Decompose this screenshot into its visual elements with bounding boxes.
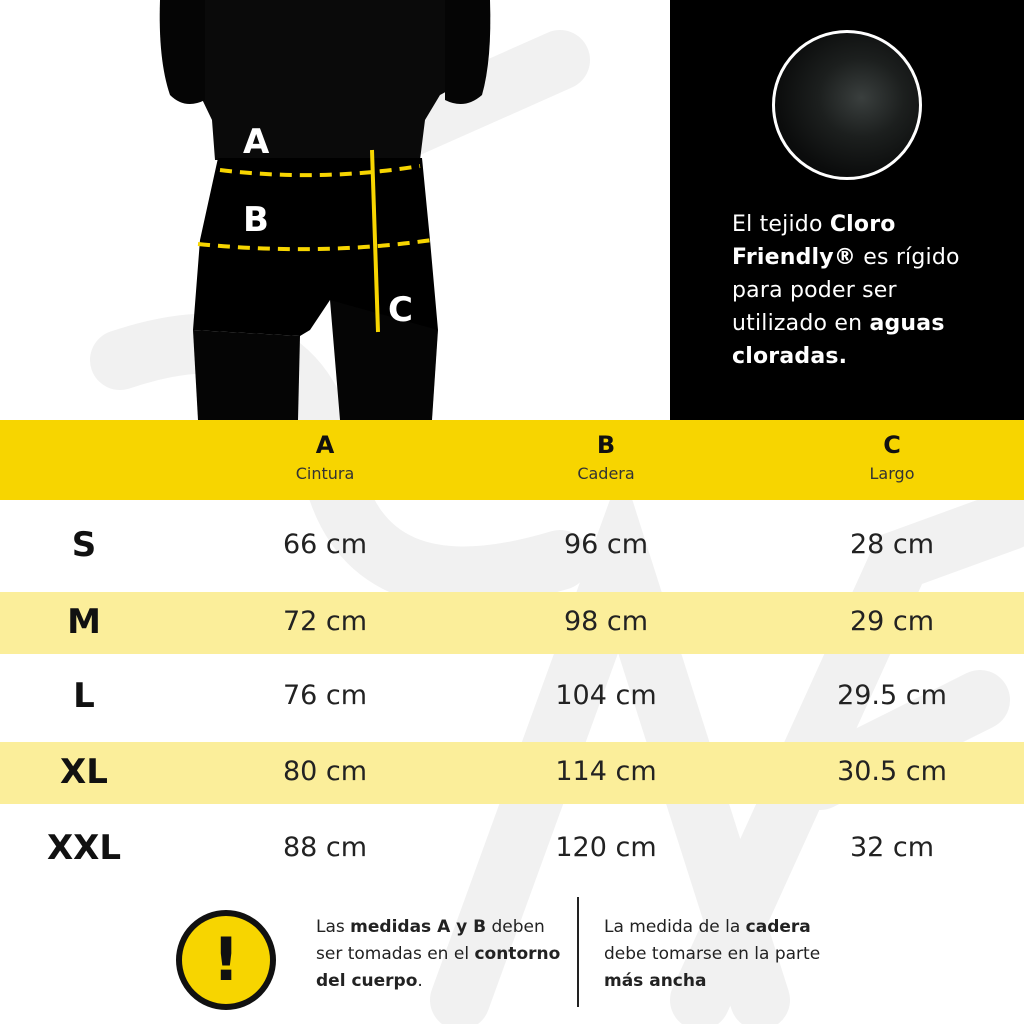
table-row xyxy=(0,742,1024,804)
note-measures xyxy=(316,914,566,995)
cell-a: 76 cm xyxy=(282,680,368,711)
note-left-2: deben ser tomadas en el xyxy=(316,917,545,964)
cell-b: 120 cm xyxy=(555,832,657,863)
fabric-brand: Cloro Friendly® xyxy=(732,212,896,270)
cell-c: 29.5 cm xyxy=(837,680,947,711)
note-left-bold-2: contorno del cuerpo xyxy=(316,944,561,991)
size-label: S xyxy=(71,525,97,565)
fabric-water: aguas cloradas. xyxy=(732,311,945,369)
table-row xyxy=(0,592,1024,654)
note-left-bold-1: medidas A y B xyxy=(350,917,487,937)
cell-b: 114 cm xyxy=(555,756,657,787)
size-label: XL xyxy=(60,752,108,792)
hero-section xyxy=(0,0,1024,420)
table-header xyxy=(0,420,1024,500)
col-head-a xyxy=(225,430,425,483)
label-a: A xyxy=(243,122,270,162)
note-right-bold-1: cadera xyxy=(745,917,811,937)
fabric-text-2: es rígido para poder ser utilizado en xyxy=(732,245,960,336)
fabric-panel xyxy=(670,0,1024,420)
table-row xyxy=(0,666,1024,728)
note-right-1: La medida de la xyxy=(604,917,746,937)
cell-b: 104 cm xyxy=(555,680,657,711)
cell-c: 29 cm xyxy=(849,606,935,637)
cell-a: 66 cm xyxy=(282,529,368,560)
exclamation-glyph: ! xyxy=(212,925,240,995)
fabric-text-1: El tejido xyxy=(732,212,830,237)
col-letter-a: A xyxy=(315,431,335,459)
col-letter-b: B xyxy=(596,431,616,459)
note-right-2: debe tomarse en la parte xyxy=(604,944,821,964)
col-letter-c: C xyxy=(883,431,901,459)
cell-a: 72 cm xyxy=(282,606,368,637)
footer-divider xyxy=(577,897,579,1007)
cell-c: 32 cm xyxy=(849,832,935,863)
note-left-1: Las xyxy=(316,917,351,937)
note-hip xyxy=(604,914,844,995)
cell-c: 28 cm xyxy=(849,529,935,560)
model-silhouette xyxy=(0,0,670,420)
table-row xyxy=(0,515,1024,577)
fabric-swatch xyxy=(772,30,922,180)
size-label: M xyxy=(67,602,101,642)
size-label: L xyxy=(73,676,95,716)
cell-c: 30.5 cm xyxy=(837,756,947,787)
col-head-c xyxy=(792,430,992,483)
note-left-3: . xyxy=(417,971,423,991)
cell-a: 88 cm xyxy=(282,832,368,863)
col-head-b xyxy=(506,430,706,483)
cell-b: 98 cm xyxy=(563,606,649,637)
note-right-bold-2: más ancha xyxy=(604,971,707,991)
cell-b: 96 cm xyxy=(563,529,649,560)
size-label: XXL xyxy=(46,828,122,868)
col-label-b: Cadera xyxy=(577,464,635,483)
exclamation-icon xyxy=(176,910,276,1010)
table-row xyxy=(0,818,1024,880)
col-label-c: Largo xyxy=(869,464,915,483)
fabric-description xyxy=(732,208,992,373)
col-label-a: Cintura xyxy=(295,464,355,483)
label-b: B xyxy=(243,200,269,240)
cell-a: 80 cm xyxy=(282,756,368,787)
label-c: C xyxy=(388,290,413,330)
